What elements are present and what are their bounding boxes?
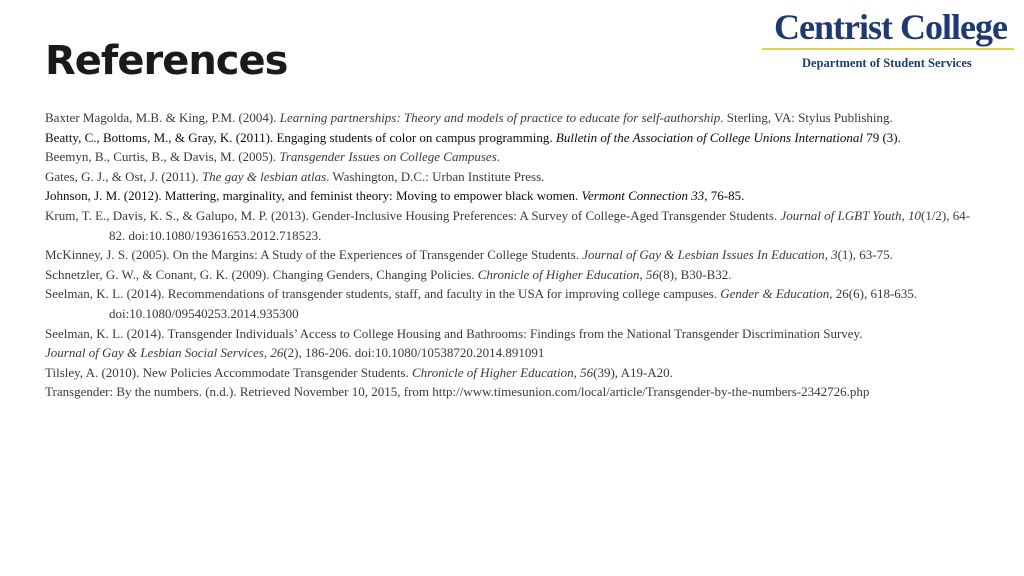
college-logo <box>762 6 1014 76</box>
reference-item-continuation: Journal of Gay & Lesbian Social Services, 26(2), 186-206. doi:10.1080/10538720.2014.891091 <box>45 345 545 361</box>
reference-list <box>45 108 975 402</box>
reference-item: Gates, G. J., & Ost, J. (2011). The gay & lesbian atlas. Washington, D.C.: Urban Institute Press. <box>45 168 545 184</box>
logo-department: Department of Student Services <box>802 56 972 70</box>
reference-item: Beemyn, B., Curtis, B., & Davis, M. (2005). Transgender Issues on College Campuses. <box>45 149 500 165</box>
page-title: References <box>45 38 288 84</box>
reference-item: Johnson, J. M. (2012). Mattering, marginality, and feminist theory: Moving to empower black women. Vermont Connection 33, 76-85. <box>45 188 745 204</box>
reference-item: Seelman, K. L. (2014). Transgender Individuals’ Access to College Housing and Bathrooms: Findings from the National Transgender Discrimination Survey. <box>45 325 863 341</box>
reference-item: Krum, T. E., Davis, K. S., & Galupo, M. P. (2013). Gender-Inclusive Housing Preferences: A Survey of College-Aged Transgender Students. Journal of LGBT Youth, 10(1/2), 64-82. doi:10.1080/19361653.2012.718523. <box>45 207 971 243</box>
reference-item: Baxter Magolda, M.B. & King, P.M. (2004). Learning partnerships: Theory and models of practice to educate for self-authorship. Sterling, VA: Stylus Publishing. <box>45 110 893 125</box>
reference-item: Tilsley, A. (2010). New Policies Accommodate Transgender Students. Chronicle of Higher Education, 56(39), A19-A20. <box>45 364 673 380</box>
logo-divider <box>762 48 1014 50</box>
reference-item: McKinney, J. S. (2005). On the Margins: A Study of the Experiences of Transgender College Students. Journal of Gay & Lesbian Issues In Education, 3(1), 63-75. <box>45 247 893 263</box>
logo-college-name: Centrist College <box>774 7 1007 47</box>
reference-item: Seelman, K. L. (2014). Recommendations of transgender students, staff, and faculty in the USA for improving college campuses. Gender & Education, 26(6), 618-635. doi:10.1080/09540253.2014.935300 <box>45 286 918 321</box>
reference-item: Beatty, C., Bottoms, M., & Gray, K. (2011). Engaging students of color on campus programming. Bulletin of the Association of College Unions International 79 (3). <box>45 129 901 145</box>
reference-item: Schnetzler, G. W., & Conant, G. K. (2009). Changing Genders, Changing Policies. Chronicle of Higher Education, 56(8), B30-B32. <box>45 266 732 282</box>
reference-item: Transgender: By the numbers. (n.d.). Retrieved November 10, 2015, from http://www.timesunion.com/local/article/Transgender-by-the-numbers-2342726.php <box>45 384 870 400</box>
